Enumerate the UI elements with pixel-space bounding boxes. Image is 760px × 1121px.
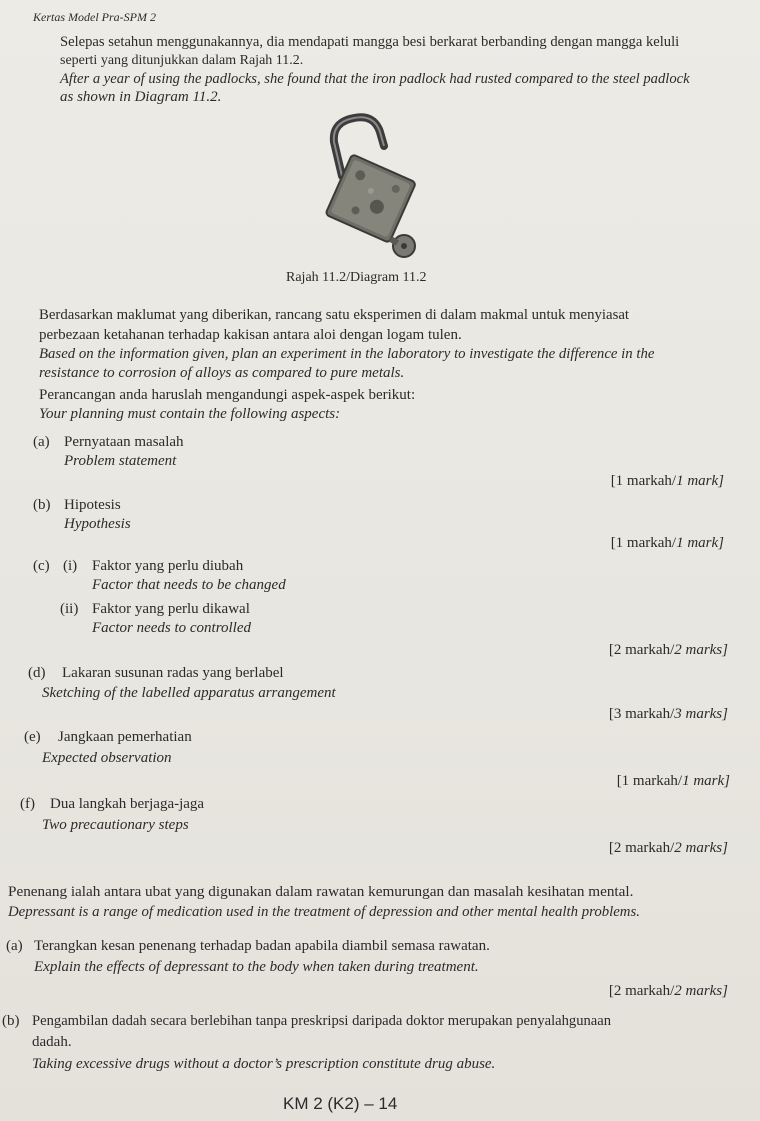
depressant-ms: Penenang ialah antara ubat yang digunakan dalam rawatan kemurungan dan masalah kesihatan mental.: [8, 883, 634, 900]
aspects-intro-en: Your planning must contain the following aspects:: [39, 406, 341, 422]
aspect-c-i-label: (i): [63, 558, 78, 574]
aspect-c-ii-label: (ii): [60, 601, 79, 617]
intro-ms-line2: seperti yang ditunjukkan dalam Rajah 11.2.: [60, 53, 304, 68]
q-a-en: Explain the effects of depressant to the body when taken during treatment.: [34, 959, 479, 975]
aspect-a-marks: [1 markah/1 mark]: [610, 473, 724, 489]
intro-en-line2: as shown in Diagram 11.2.: [60, 89, 222, 105]
task-en-line2: resistance to corrosion of alloys as compared to pure metals.: [39, 365, 405, 381]
task-ms-line2: perbezaan ketahanan terhadap kakisan antara aloi dengan logam tulen.: [39, 327, 462, 343]
page-footer: KM 2 (K2) – 14: [283, 1094, 398, 1113]
aspect-c-i-en: Factor that needs to be changed: [92, 577, 286, 593]
aspect-d-label: (d): [28, 665, 46, 681]
task-en-line1: Based on the information given, plan an experiment in the laboratory to investigate the difference in the: [39, 346, 655, 362]
aspect-e-ms: Jangkaan pemerhatian: [58, 729, 192, 745]
task-ms-line1: Berdasarkan maklumat yang diberikan, rancang satu eksperimen di dalam makmal untuk menyiasat: [39, 307, 630, 323]
aspect-b-ms: Hipotesis: [64, 497, 121, 513]
aspect-f-label: (f): [20, 796, 35, 812]
rusted-padlock-icon: [318, 112, 428, 262]
q-a-label: (a): [6, 938, 23, 954]
aspect-c-marks: [2 markah/2 marks]: [608, 642, 728, 658]
q-b-ms-line1: Pengambilan dadah secara berlebihan tanpa preskripsi daripada doktor merupakan penyalahgunaan: [32, 1013, 612, 1029]
intro-en-line1: After a year of using the padlocks, she found that the iron padlock had rusted compared to the steel padlock: [60, 71, 690, 87]
q-b-en: Taking excessive drugs without a doctor’s prescription constitute drug abuse.: [32, 1056, 496, 1072]
q-b-ms-line2: dadah.: [32, 1034, 72, 1050]
aspect-e-marks: [1 markah/1 mark]: [616, 773, 730, 789]
aspect-b-marks: [1 markah/1 mark]: [610, 535, 724, 551]
aspect-c-i-ms: Faktor yang perlu diubah: [92, 558, 244, 574]
aspect-f-en: Two precautionary steps: [42, 817, 189, 833]
aspect-e-en: Expected observation: [42, 750, 172, 766]
aspect-d-marks: [3 markah/3 marks]: [608, 706, 728, 722]
paper-header: Kertas Model Pra-SPM 2: [33, 10, 156, 24]
q-b-label: (b): [2, 1013, 20, 1029]
aspect-e-label: (e): [24, 729, 41, 745]
aspect-d-en: Sketching of the labelled apparatus arrangement: [42, 685, 336, 701]
aspect-c-ii-en: Factor needs to controlled: [92, 620, 251, 636]
aspect-a-en: Problem statement: [64, 453, 177, 469]
aspect-f-marks: [2 markah/2 marks]: [608, 840, 728, 856]
aspect-c-label: (c): [33, 558, 50, 574]
intro-ms-line1: Selepas setahun menggunakannya, dia mendapati mangga besi berkarat berbanding dengan mangga keluli: [60, 34, 680, 50]
q-a-marks: [2 markah/2 marks]: [608, 983, 728, 999]
aspect-c-ii-ms: Faktor yang perlu dikawal: [92, 601, 250, 617]
depressant-en: Depressant is a range of medication used in the treatment of depression and other mental health problems.: [8, 904, 640, 920]
aspect-a-ms: Pernyataan masalah: [64, 434, 184, 450]
aspect-b-en: Hypothesis: [64, 516, 131, 532]
aspect-f-ms: Dua langkah berjaga-jaga: [50, 796, 205, 812]
figure-caption: Rajah 11.2/Diagram 11.2: [286, 270, 427, 285]
aspect-d-ms: Lakaran susunan radas yang berlabel: [62, 665, 284, 681]
q-a-ms: Terangkan kesan penenang terhadap badan apabila diambil semasa rawatan.: [34, 938, 490, 954]
aspect-b-label: (b): [33, 497, 51, 513]
aspect-a-label: (a): [33, 434, 50, 450]
aspects-intro-ms: Perancangan anda haruslah mengandungi aspek-aspek berikut:: [39, 387, 416, 403]
